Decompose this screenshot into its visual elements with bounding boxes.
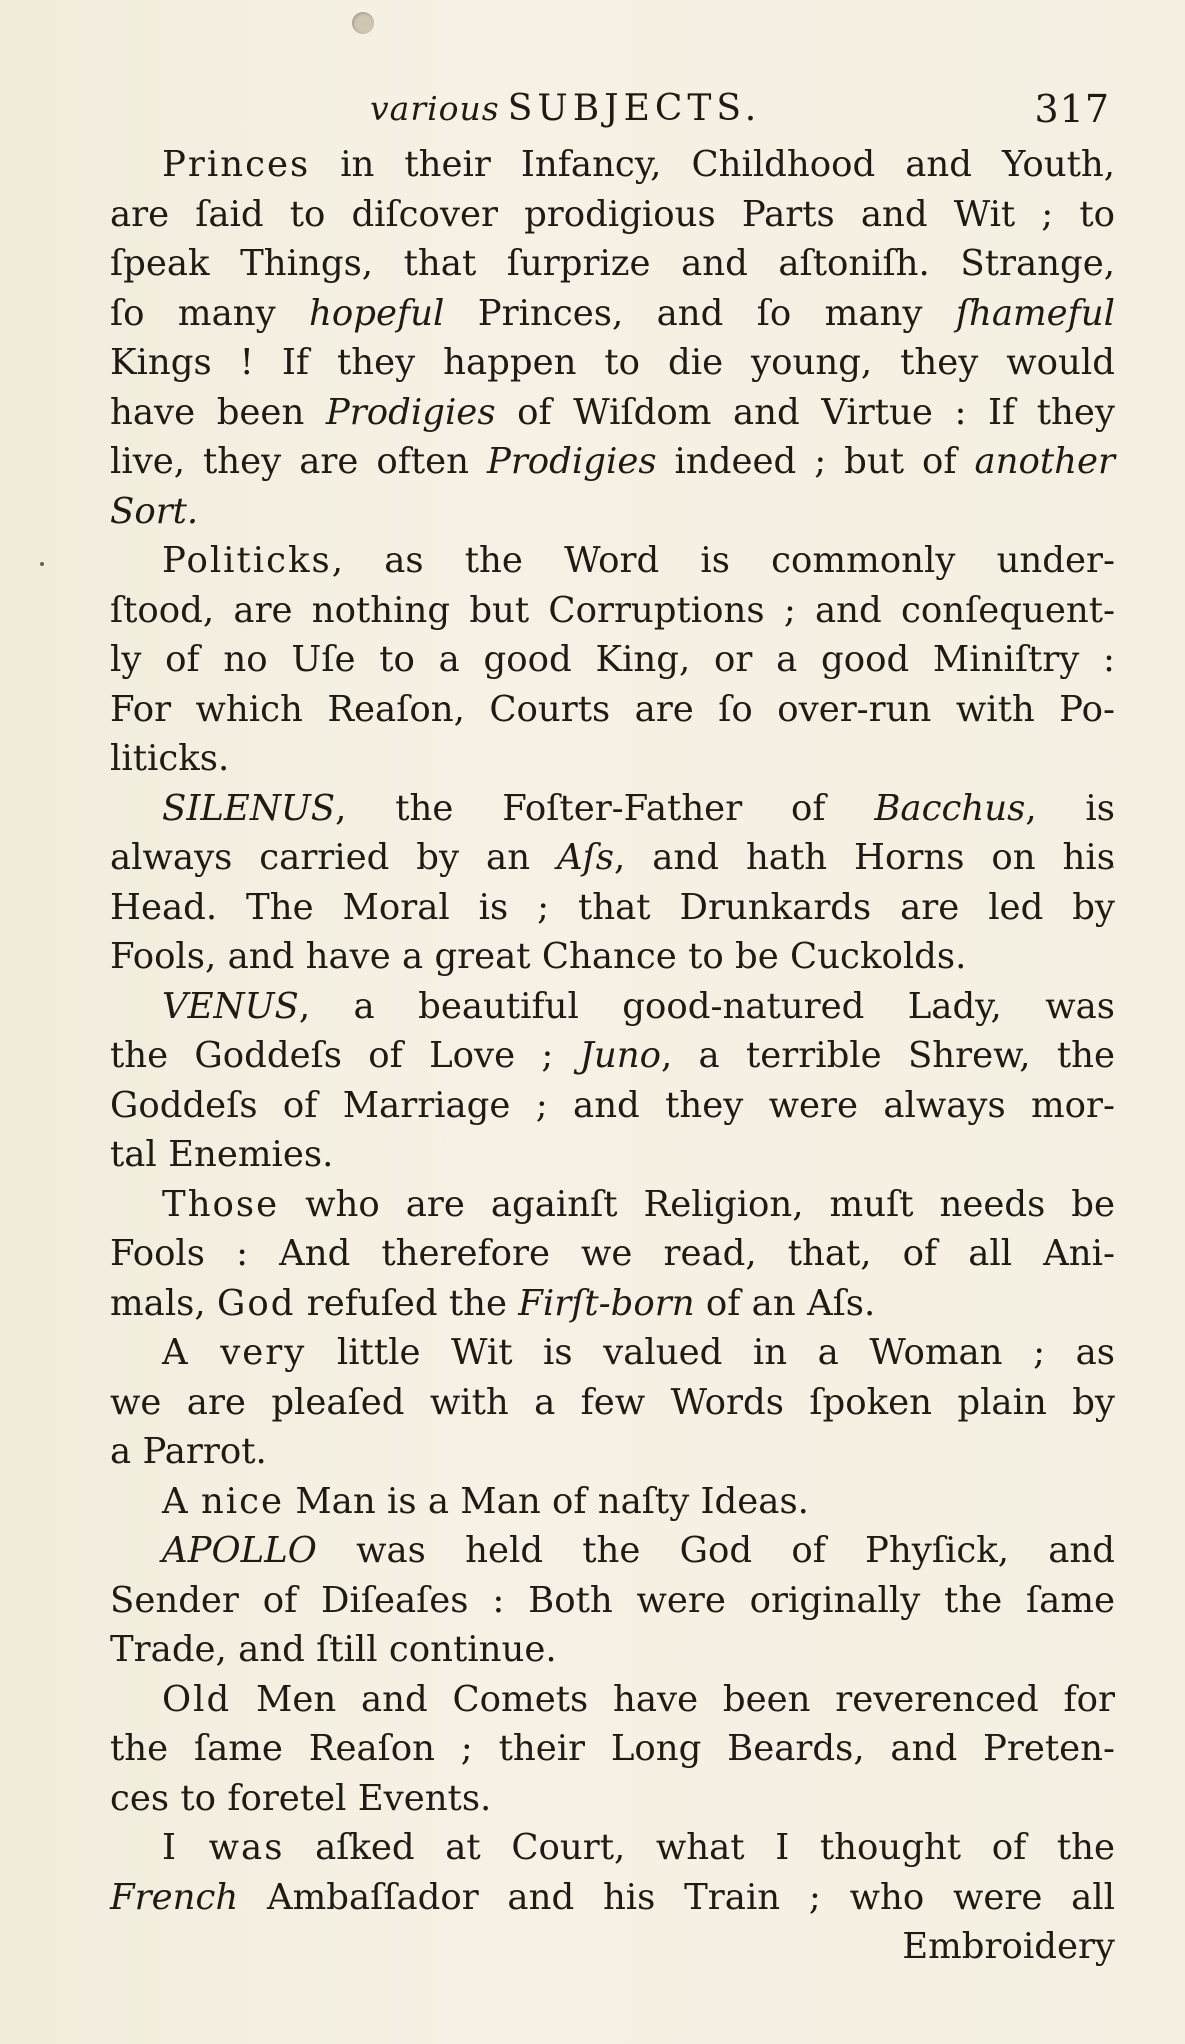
small-caps-run: very <box>220 1332 307 1373</box>
text-line <box>110 1774 1115 1824</box>
text-run: aſked at Court, what I thought of the <box>284 1827 1115 1868</box>
paper-hole-mark <box>352 12 374 34</box>
italic-run: Bacchus <box>874 787 1026 829</box>
text-run: a Parrot. <box>110 1431 267 1472</box>
small-caps-run: oliticks <box>186 540 332 581</box>
text-line <box>110 1724 1115 1774</box>
text-line <box>110 437 1115 487</box>
italic-run: Firſt-born <box>518 1282 695 1324</box>
text-line <box>110 1576 1115 1626</box>
italic-run: Prodigies <box>325 391 496 433</box>
text-line <box>110 1130 1115 1180</box>
text-run: Fools, and have a great Chance to be Cuckolds. <box>110 936 967 977</box>
italic-run: Aſs <box>557 837 615 878</box>
text-line <box>110 239 1115 289</box>
small-caps-initial: A <box>162 1480 190 1522</box>
text-line <box>110 1675 1115 1725</box>
text-run: liticks. <box>110 738 230 779</box>
text-run: , a beautiful good-natured Lady, was <box>298 985 1115 1027</box>
text-run: Embroidery <box>902 1926 1115 1967</box>
text-line <box>110 190 1115 240</box>
text-run: Fools : And therefore we read, that, of all Ani- <box>110 1233 1115 1274</box>
text-run: ſpeak Things, that ſurprize and aſtoniſh. Strange, <box>110 243 1115 284</box>
text-run: tal Enemies. <box>110 1134 334 1175</box>
small-caps-initial: T <box>162 1183 188 1225</box>
text-line <box>110 140 1115 190</box>
body-text <box>110 140 1115 1972</box>
text-run: who are againſt Religion, muſt needs be <box>279 1183 1115 1225</box>
text-line <box>110 1526 1115 1576</box>
small-caps-run: rinces <box>187 144 311 185</box>
small-caps-initial: P <box>162 144 188 185</box>
text-run: live, they are often <box>110 441 487 482</box>
text-run: of an Aſs. <box>694 1282 876 1324</box>
text-line <box>110 1823 1115 1873</box>
italic-run: VENUS <box>162 985 299 1027</box>
text-run: Kings ! If they happen to die young, they would <box>110 342 1115 383</box>
text-line <box>110 289 1115 339</box>
text-run: mals, <box>110 1282 217 1324</box>
text-line <box>110 1180 1115 1230</box>
italic-run: APOLLO <box>162 1530 317 1571</box>
running-head-italic: various <box>370 89 500 128</box>
small-caps-initial: A <box>162 1332 190 1373</box>
text-run: are ſaid to diſcover prodigious Parts and Wit ; to <box>110 193 1115 235</box>
text-line <box>110 1922 1115 1972</box>
text-run: Goddeſs of Marriage ; and they were always mor- <box>110 1084 1115 1126</box>
text-run: in their Infancy, Childhood and Youth, <box>310 144 1115 185</box>
text-line <box>110 338 1115 388</box>
small-caps-initial: O <box>162 1678 194 1720</box>
text-run: have been <box>110 391 326 433</box>
text-run: the ſame Reaſon ; their Long Beards, and Preten- <box>110 1728 1115 1769</box>
text-run <box>178 1827 209 1868</box>
text-line <box>110 833 1115 883</box>
running-head <box>370 84 1110 134</box>
italic-run: French <box>110 1876 239 1918</box>
text-line <box>110 388 1115 438</box>
text-run: always carried by an <box>110 837 558 878</box>
small-caps-initial: I <box>162 1827 179 1868</box>
italic-run: SILENUS <box>162 787 336 829</box>
text-run: , is <box>1025 787 1115 829</box>
text-run: Sender of Diſeaſes : Both were originally the ſame <box>110 1579 1115 1621</box>
text-run: the Goddeſs of Love ; <box>110 1035 580 1076</box>
text-run: , the Foſter-Father of <box>335 787 875 829</box>
text-line <box>110 1328 1115 1378</box>
small-caps-run: od <box>247 1282 296 1324</box>
running-head-title: SUBJECTS. <box>507 88 762 129</box>
small-caps-initial: G <box>216 1282 248 1324</box>
text-line <box>110 1081 1115 1131</box>
text-line <box>110 734 1115 784</box>
text-run: , as the Word is commonly under- <box>331 540 1115 581</box>
text-line <box>110 784 1115 834</box>
ink-speck <box>40 562 44 566</box>
page-number: 317 <box>1034 87 1110 131</box>
italic-run: hopeful <box>309 292 445 334</box>
text-line <box>110 487 1115 537</box>
italic-run: Juno <box>579 1035 661 1076</box>
text-run: ſtood, are nothing but Corruptions ; and conſequent- <box>110 589 1115 631</box>
italic-run: Prodigies <box>486 441 657 482</box>
text-line <box>110 1625 1115 1675</box>
text-run: was held the God of Phyſick, and <box>316 1530 1115 1571</box>
small-caps-initial: P <box>162 540 187 581</box>
text-run: we are pleaſed with a few Words ſpoken plain by <box>110 1381 1115 1423</box>
text-run: Ambaſſador and his Train ; who were all <box>238 1876 1115 1918</box>
italic-run: ſhameful <box>955 292 1116 334</box>
small-caps-run: ld <box>193 1678 232 1720</box>
text-line <box>110 1279 1115 1329</box>
text-line <box>110 1427 1115 1477</box>
text-line <box>110 982 1115 1032</box>
small-caps-run: hose <box>187 1183 280 1225</box>
text-line <box>110 685 1115 735</box>
text-run: indeed ; but of <box>656 441 975 482</box>
text-line <box>110 586 1115 636</box>
small-caps-run: nice <box>200 1480 285 1522</box>
text-run <box>190 1332 221 1373</box>
text-line <box>110 1031 1115 1081</box>
text-line <box>110 1873 1115 1923</box>
small-caps-run: was <box>208 1827 285 1868</box>
text-run: For which Reaſon, Courts are ſo over-run with Po- <box>110 688 1115 730</box>
text-run: ly of no Uſe to a good King, or a good Miniſtry : <box>110 639 1115 680</box>
text-run: , a terrible Shrew, the <box>660 1035 1115 1076</box>
text-run: refuſed the <box>295 1282 519 1324</box>
text-run: ſo many <box>110 292 310 334</box>
text-line <box>110 1378 1115 1428</box>
italic-run: another <box>974 441 1115 482</box>
text-run: , and hath Horns on his <box>614 837 1115 878</box>
text-run: Princes, and ſo many <box>444 292 956 334</box>
text-line <box>110 932 1115 982</box>
italic-run: Sort. <box>110 490 199 532</box>
text-line <box>110 1229 1115 1279</box>
text-run: Trade, and ſtill continue. <box>110 1629 557 1670</box>
text-line <box>110 883 1115 933</box>
text-run: Head. The Moral is ; that Drunkards are led by <box>110 886 1115 928</box>
text-line <box>110 536 1115 586</box>
text-run: ces to foretel Events. <box>110 1777 492 1819</box>
text-run: of Wiſdom and Virtue : If they <box>495 391 1115 433</box>
text-line <box>110 1477 1115 1527</box>
text-run: Man is a Man of naſty Ideas. <box>284 1480 809 1522</box>
text-run: Men and Comets have been reverenced for <box>231 1678 1115 1720</box>
text-line <box>110 635 1115 685</box>
text-run: little Wit is valued in a Woman ; as <box>306 1332 1115 1373</box>
text-run <box>190 1481 201 1522</box>
